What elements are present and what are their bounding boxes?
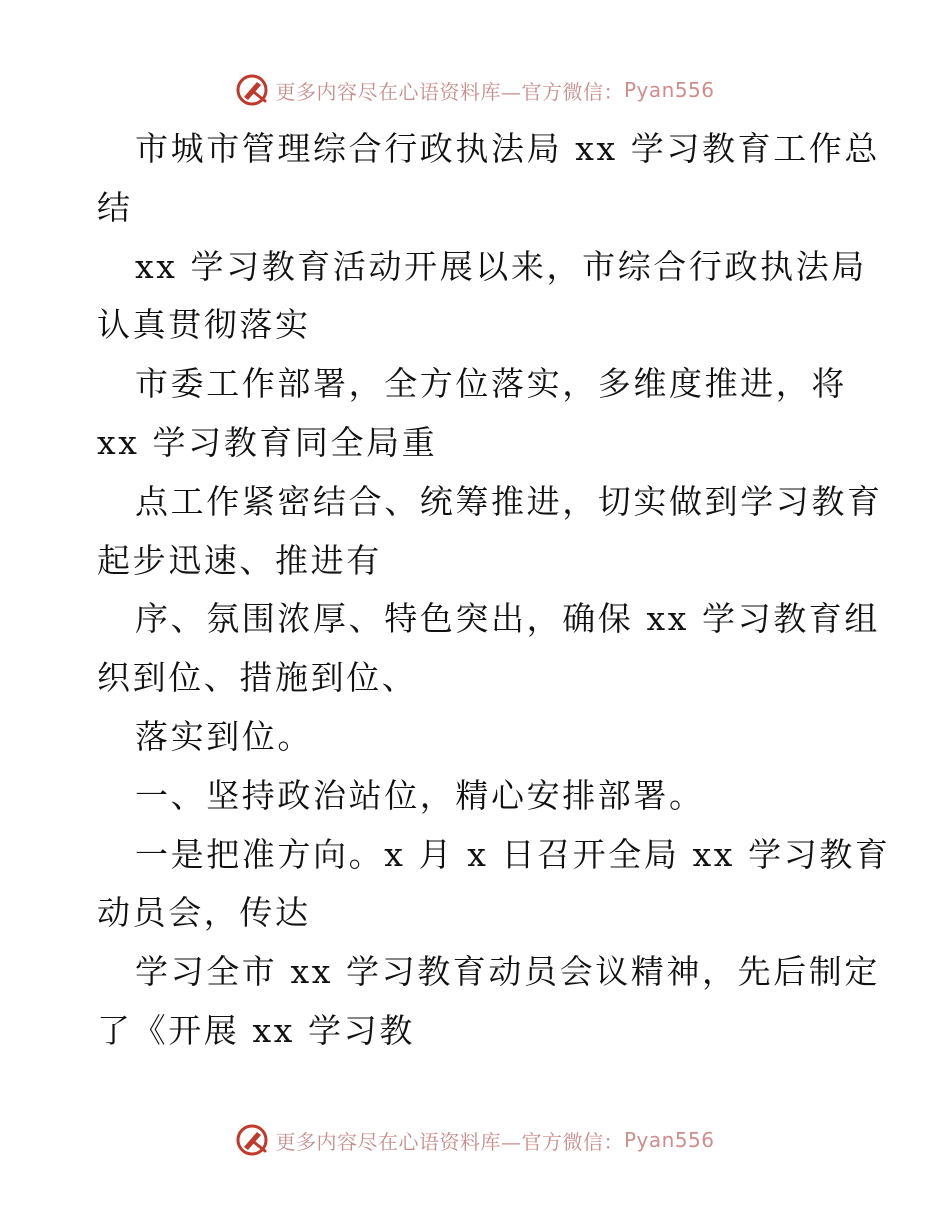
paragraph-line: 起步迅速、推进有: [97, 540, 382, 580]
pen-circle-logo-icon: [235, 73, 269, 107]
footer-banner: [0, 1118, 950, 1162]
title-line-2: 结: [97, 187, 133, 227]
paragraph-line: 动员会，传达: [97, 893, 311, 933]
section-heading: 一、坚持政治站位，精心安排部署。: [135, 775, 705, 815]
paragraph-line: 落实到位。: [135, 716, 313, 756]
document-body: [97, 120, 891, 1061]
paragraph-line: 序、氛围浓厚、特色突出，确保 xx 学习教育组: [135, 599, 881, 639]
paragraph-line: xx 学习教育活动开展以来，市综合行政执法局: [135, 246, 867, 286]
paragraph-line: 点工作紧密结合、统筹推进，切实做到学习教育: [135, 481, 883, 521]
paragraph-line: 市委工作部署，全方位落实，多维度推进，将: [135, 364, 847, 404]
paragraph-line: 了《开展 xx 学习教: [97, 1010, 415, 1050]
footer-banner-text: 更多内容尽在心语资料库—官方微信：: [275, 1129, 624, 1154]
paragraph-line: 一是把准方向。x 月 x 日召开全局 xx 学习教育: [135, 834, 891, 874]
header-banner: [0, 68, 950, 112]
footer-banner-id: Pyan556: [623, 1128, 715, 1152]
pen-circle-logo-icon: [235, 1123, 269, 1157]
paragraph-line: 织到位、措施到位、: [97, 658, 418, 698]
paragraph-line: 认真贯彻落实: [97, 305, 311, 345]
title-line-1: 市城市管理综合行政执法局 xx 学习教育工作总: [135, 129, 881, 168]
header-banner-text: 更多内容尽在心语资料库—官方微信：: [275, 79, 624, 104]
header-banner-id: Pyan556: [623, 78, 715, 102]
paragraph-line: xx 学习教育同全局重: [97, 422, 438, 462]
paragraph-line: 学习全市 xx 学习教育动员会议精神，先后制定: [135, 952, 881, 992]
